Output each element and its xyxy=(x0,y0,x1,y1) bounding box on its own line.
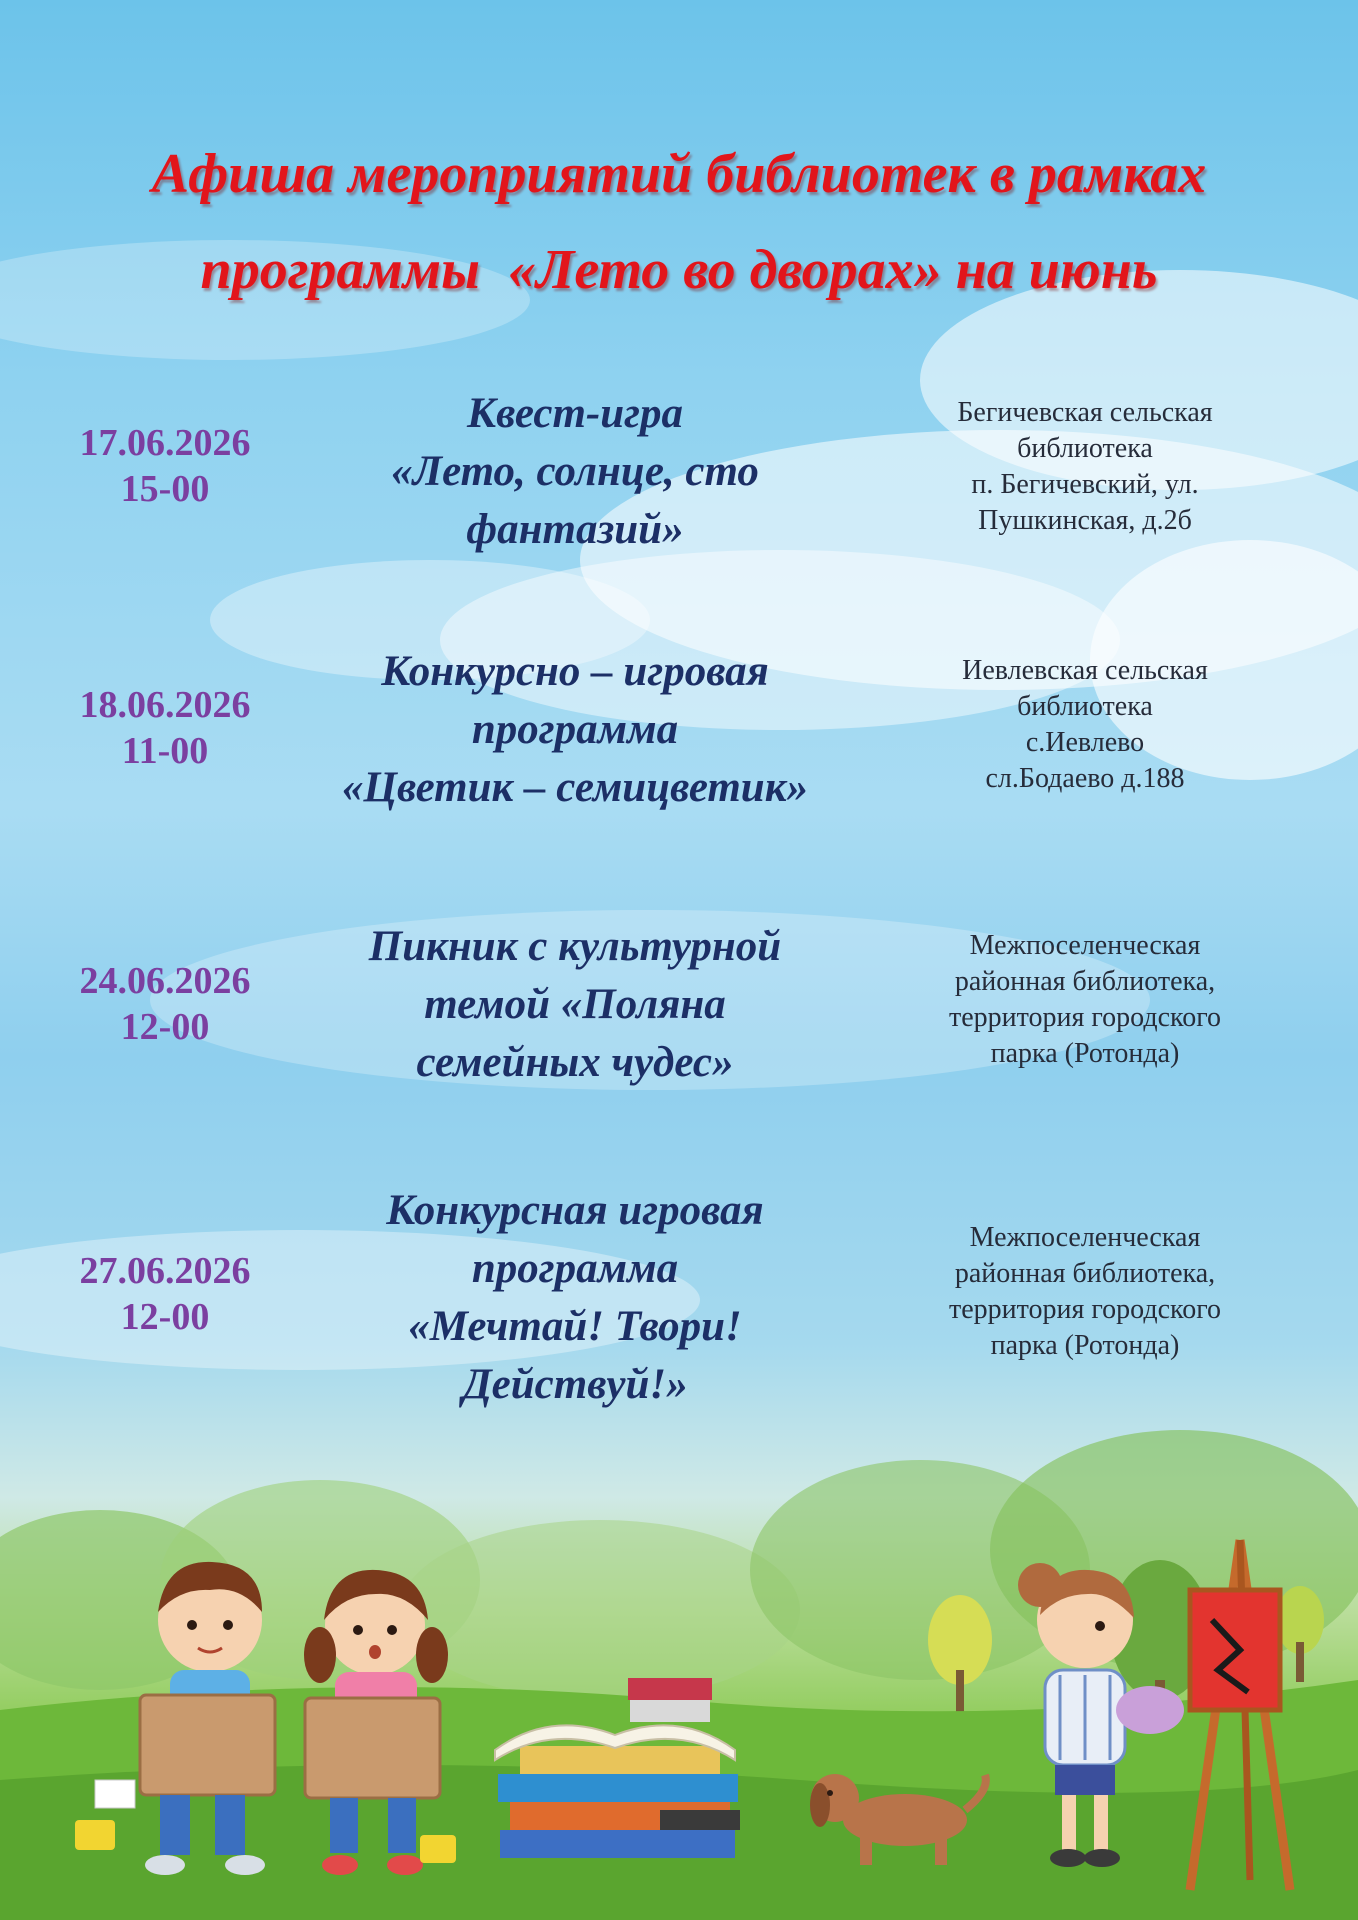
event-datetime xyxy=(40,682,290,774)
event-name-line: «Лето, солнце, сто xyxy=(391,448,759,495)
event-place-line: районная библиотека, xyxy=(954,966,1216,997)
event-date: 24.06.2026 xyxy=(79,960,251,1002)
event-name-line: Конкурсно – игровая xyxy=(381,648,769,695)
event-name-line: «Цветик – семицветик» xyxy=(342,764,808,811)
title-line-1: Афиша мероприятий библиотек в рамках xyxy=(151,143,1207,205)
event-name xyxy=(290,643,860,817)
event-date: 27.06.2026 xyxy=(79,1250,251,1292)
event-place-line: п. Бегичевский, ул. xyxy=(971,469,1199,500)
event-datetime xyxy=(40,420,290,512)
event-place-line: парка (Ротонда) xyxy=(990,1330,1180,1361)
event-time: 11-00 xyxy=(121,730,209,772)
event-place-line: библиотека xyxy=(1017,433,1153,464)
event-place xyxy=(880,395,1290,539)
event-place-line: территория городского xyxy=(948,1002,1221,1033)
event-name-line: программа xyxy=(471,1245,679,1292)
event-place-line: Межпоселенческая xyxy=(969,1222,1201,1253)
event-date: 18.06.2026 xyxy=(79,684,251,726)
event-time: 12-00 xyxy=(120,1296,210,1338)
event-name-line: Действуй!» xyxy=(462,1361,688,1408)
event-place-line: библиотека xyxy=(1017,691,1153,722)
event-place-line: с.Иевлево xyxy=(1025,727,1145,758)
event-name xyxy=(290,918,860,1092)
event-place xyxy=(880,1220,1290,1364)
event-place-line: сл.Бодаево д.188 xyxy=(985,763,1185,794)
event-place xyxy=(880,653,1290,797)
title-line-2: программы «Лето во дворах» на июнь xyxy=(200,239,1158,301)
event-datetime xyxy=(40,958,290,1050)
event-name xyxy=(290,385,860,559)
event-datetime xyxy=(40,1248,290,1340)
poster-title xyxy=(0,126,1358,318)
event-name-line: Конкурсная игровая xyxy=(386,1187,764,1234)
meadow-scene-illustration xyxy=(0,1380,1358,1920)
event-name-line: Пикник с культурной xyxy=(368,923,782,970)
event-name-line: фантазий» xyxy=(466,506,684,553)
event-name-line: семейных чудес» xyxy=(416,1039,734,1086)
event-place-line: Иевлевская сельская xyxy=(962,655,1208,686)
event-name-line: программа xyxy=(471,706,679,753)
event-name-line: Квест-игра xyxy=(466,390,683,437)
event-place-line: Бегичевская сельская xyxy=(957,397,1213,428)
event-name-line: «Мечтай! Твори! xyxy=(408,1303,742,1350)
event-place-line: территория городского xyxy=(948,1294,1221,1325)
event-place xyxy=(880,928,1290,1072)
event-date: 17.06.2026 xyxy=(79,422,251,464)
event-place-line: Межпоселенческая xyxy=(969,930,1201,961)
event-place-line: Пушкинская, д.2б xyxy=(978,505,1192,536)
event-name-line: темой «Поляна xyxy=(424,981,726,1028)
event-place-line: районная библиотека, xyxy=(954,1258,1216,1289)
event-time: 15-00 xyxy=(120,468,210,510)
event-place-line: парка (Ротонда) xyxy=(990,1038,1180,1069)
event-time: 12-00 xyxy=(120,1006,210,1048)
